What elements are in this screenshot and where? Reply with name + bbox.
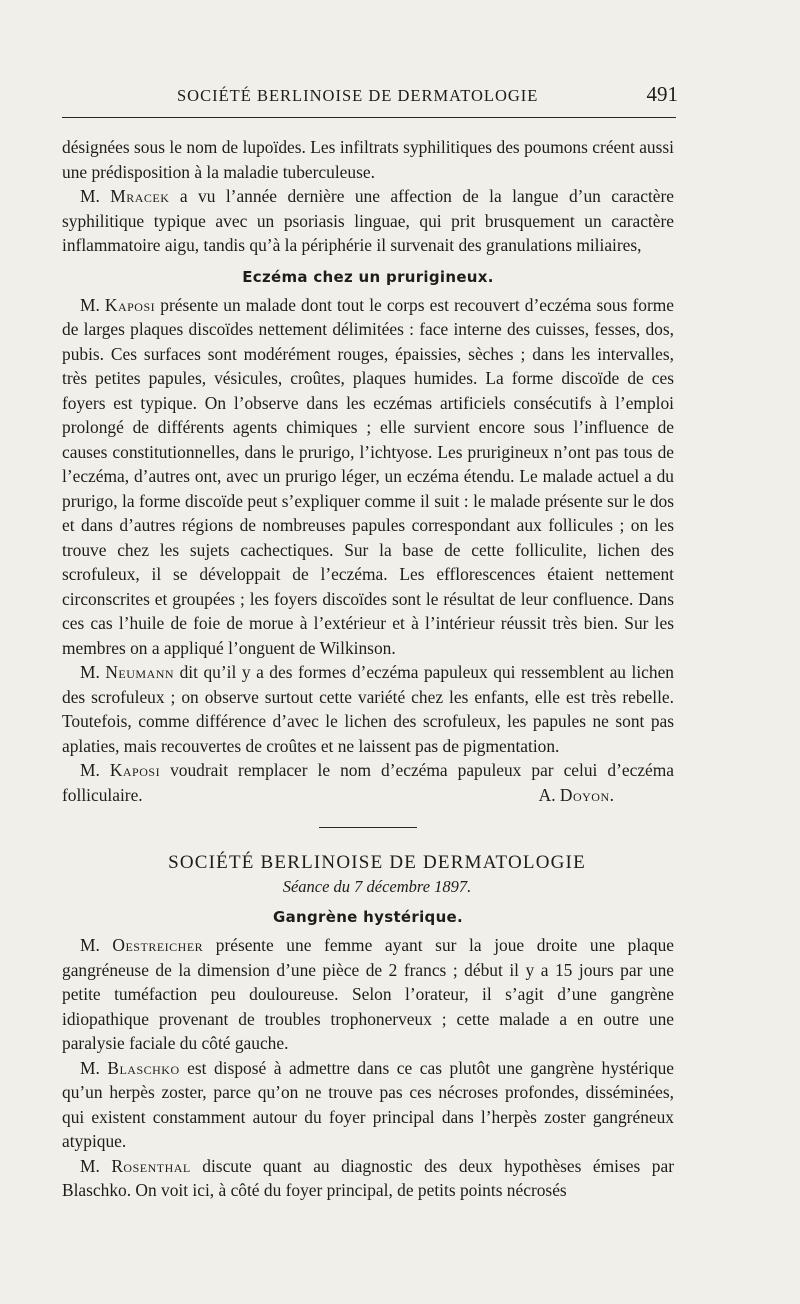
- paragraph-mracek: [62, 184, 674, 258]
- speaker-name: Mracek: [110, 186, 170, 206]
- speaker-prefix: M.: [80, 760, 110, 780]
- paragraph-neumann: [62, 660, 674, 758]
- article-body: [62, 135, 674, 1203]
- running-head: [62, 82, 678, 110]
- paragraph-kaposi-reply: [62, 758, 674, 807]
- paragraph-text: présente une femme ayant sur la joue droite une plaque gangréneuse de la dimension d’une pièce de 2 francs ; début il y a 15 jours par une petite tuméfaction peu douloureuse. Selon l’orateur, il s’agit d’une gangrène idiopathique provenant de troubles trophonerveux ; cette malade a en outre une paralysie faciale du côté gauche.: [62, 935, 674, 1053]
- speaker-name: Neumann: [105, 662, 175, 682]
- speaker-prefix: M.: [80, 662, 106, 682]
- speaker-name: Rosenthal: [111, 1155, 191, 1176]
- signature-initial: A.: [538, 784, 560, 805]
- speaker-name: Kaposi: [104, 294, 156, 315]
- paragraph-text: est disposé à admettre dans ce cas plutôt une gangrène hystérique qu’un herpès zoster, parce qu’on ne trouve pas ces nécroses profondes, disséminées, qui existent constamment autour du foyer principal dans l’herpès zoster gangréneux atypique.: [62, 1057, 674, 1151]
- paragraph-oestreicher: [62, 933, 674, 1056]
- speaker-name: Kaposi: [109, 760, 161, 780]
- speaker-prefix: M.: [80, 1155, 112, 1176]
- speaker-name: Blaschko: [107, 1057, 180, 1078]
- paragraph-text: présente un malade dont tout le corps est recouvert d’eczéma sous forme de larges plaques discoïdes nettement délimitées : face interne des cuisses, fesses, dos, pubis. Ces surfaces sont modérément rouges, épaissies, sèches ; dans les intervalles, très petites papules, vésicules, croûtes, plaques humides. La forme discoïde de ces foyers est typique. On l’observe dans les eczémas artificiels consécutifs à l’emploi prolongé de différents agents chimiques ; elle survient encore sous l’influence de causes constitutionnelles, dans le prurigo, l’ichtyose. Les prurigineux n’ont pas tous de l’eczéma, d’autres ont, avec un prurigo léger, un eczéma étendu. Le malade actuel a du prurigo, la forme discoïde peut s’expliquer comme il suit : le malade présente sur le dos et dans d’autres régions de nombreuses papules correspondant aux follicules ; on les trouve chez les sujets cachectiques. Sur la base de cette folliculite, lichen des scrofuleux, il se développait de l’eczéma. Les efflorescences étaient nettement circonscrites et groupées ; les foyers discoïdes sont le résultat de leur confluence. Dans ces cas l’huile de foie de morue à l’extérieur et à l’intérieur réussit très bien. Sur les membres on a appliqué l’onguent de Wilkinson.: [62, 294, 674, 658]
- session-date: Séance du 7 décembre 1897.: [282, 877, 472, 896]
- society-heading: SOCIÉTÉ BERLINOISE DE DERMATOLOGIE: [168, 852, 586, 873]
- section-divider: [319, 827, 417, 828]
- paragraph-text: voudrait remplacer le nom d’eczéma papuleux par celui d’eczéma folliculaire.: [62, 760, 674, 805]
- paragraph-text: dit qu’il y a des formes d’eczéma papuleux qui ressemblent au lichen des scrofuleux ; on observe surtout cette variété chez les enfants, elle est très rebelle. Toutefois, comme différence d’avec le lichen des scrofuleux, les papules ne sont pas aplaties, mais recouvertes de croûtes et ne laissent pas de pigmentation.: [62, 662, 674, 756]
- signature-end: .: [609, 784, 614, 805]
- paragraph-text: a vu l’année dernière une affection de la langue d’un caractère syphilitique typique avec un psoriasis linguae, qui prit brusquement un caractère inflammatoire aigu, tandis qu’à la périphérie il survenait des granulations miliaires,: [62, 186, 674, 255]
- signature-name: Doyon: [559, 784, 610, 805]
- paragraph-blaschko: [62, 1056, 674, 1154]
- speaker-name: Oestreicher: [112, 935, 204, 955]
- paragraph-rosenthal: [62, 1154, 674, 1203]
- page-number: 491: [646, 82, 678, 106]
- header-rule: [62, 117, 676, 118]
- section-heading-eczema: Eczéma chez un prurigineux.: [242, 267, 494, 286]
- speaker-prefix: M.: [80, 294, 105, 315]
- speaker-prefix: M.: [80, 186, 111, 206]
- speaker-prefix: M.: [80, 1057, 108, 1078]
- running-title: SOCIÉTÉ BERLINOISE DE DERMATOLOGIE: [177, 86, 539, 105]
- section-heading-gangrene: Gangrène hystérique.: [272, 908, 464, 926]
- speaker-prefix: M.: [80, 935, 113, 955]
- continuation-paragraph: désignées sous le nom de lupoïdes. Les infiltrats syphilitiques des poumons créent aussi une prédisposition à la maladie tuberculeuse.: [62, 137, 674, 182]
- author-signature: [521, 783, 614, 808]
- paragraph-text: discute quant au diagnostic des deux hypothèses émises par Blaschko. On voit ici, à côté du foyer principal, de petits points nécrosés: [62, 1155, 674, 1200]
- paragraph-kaposi-presentation: [62, 293, 674, 661]
